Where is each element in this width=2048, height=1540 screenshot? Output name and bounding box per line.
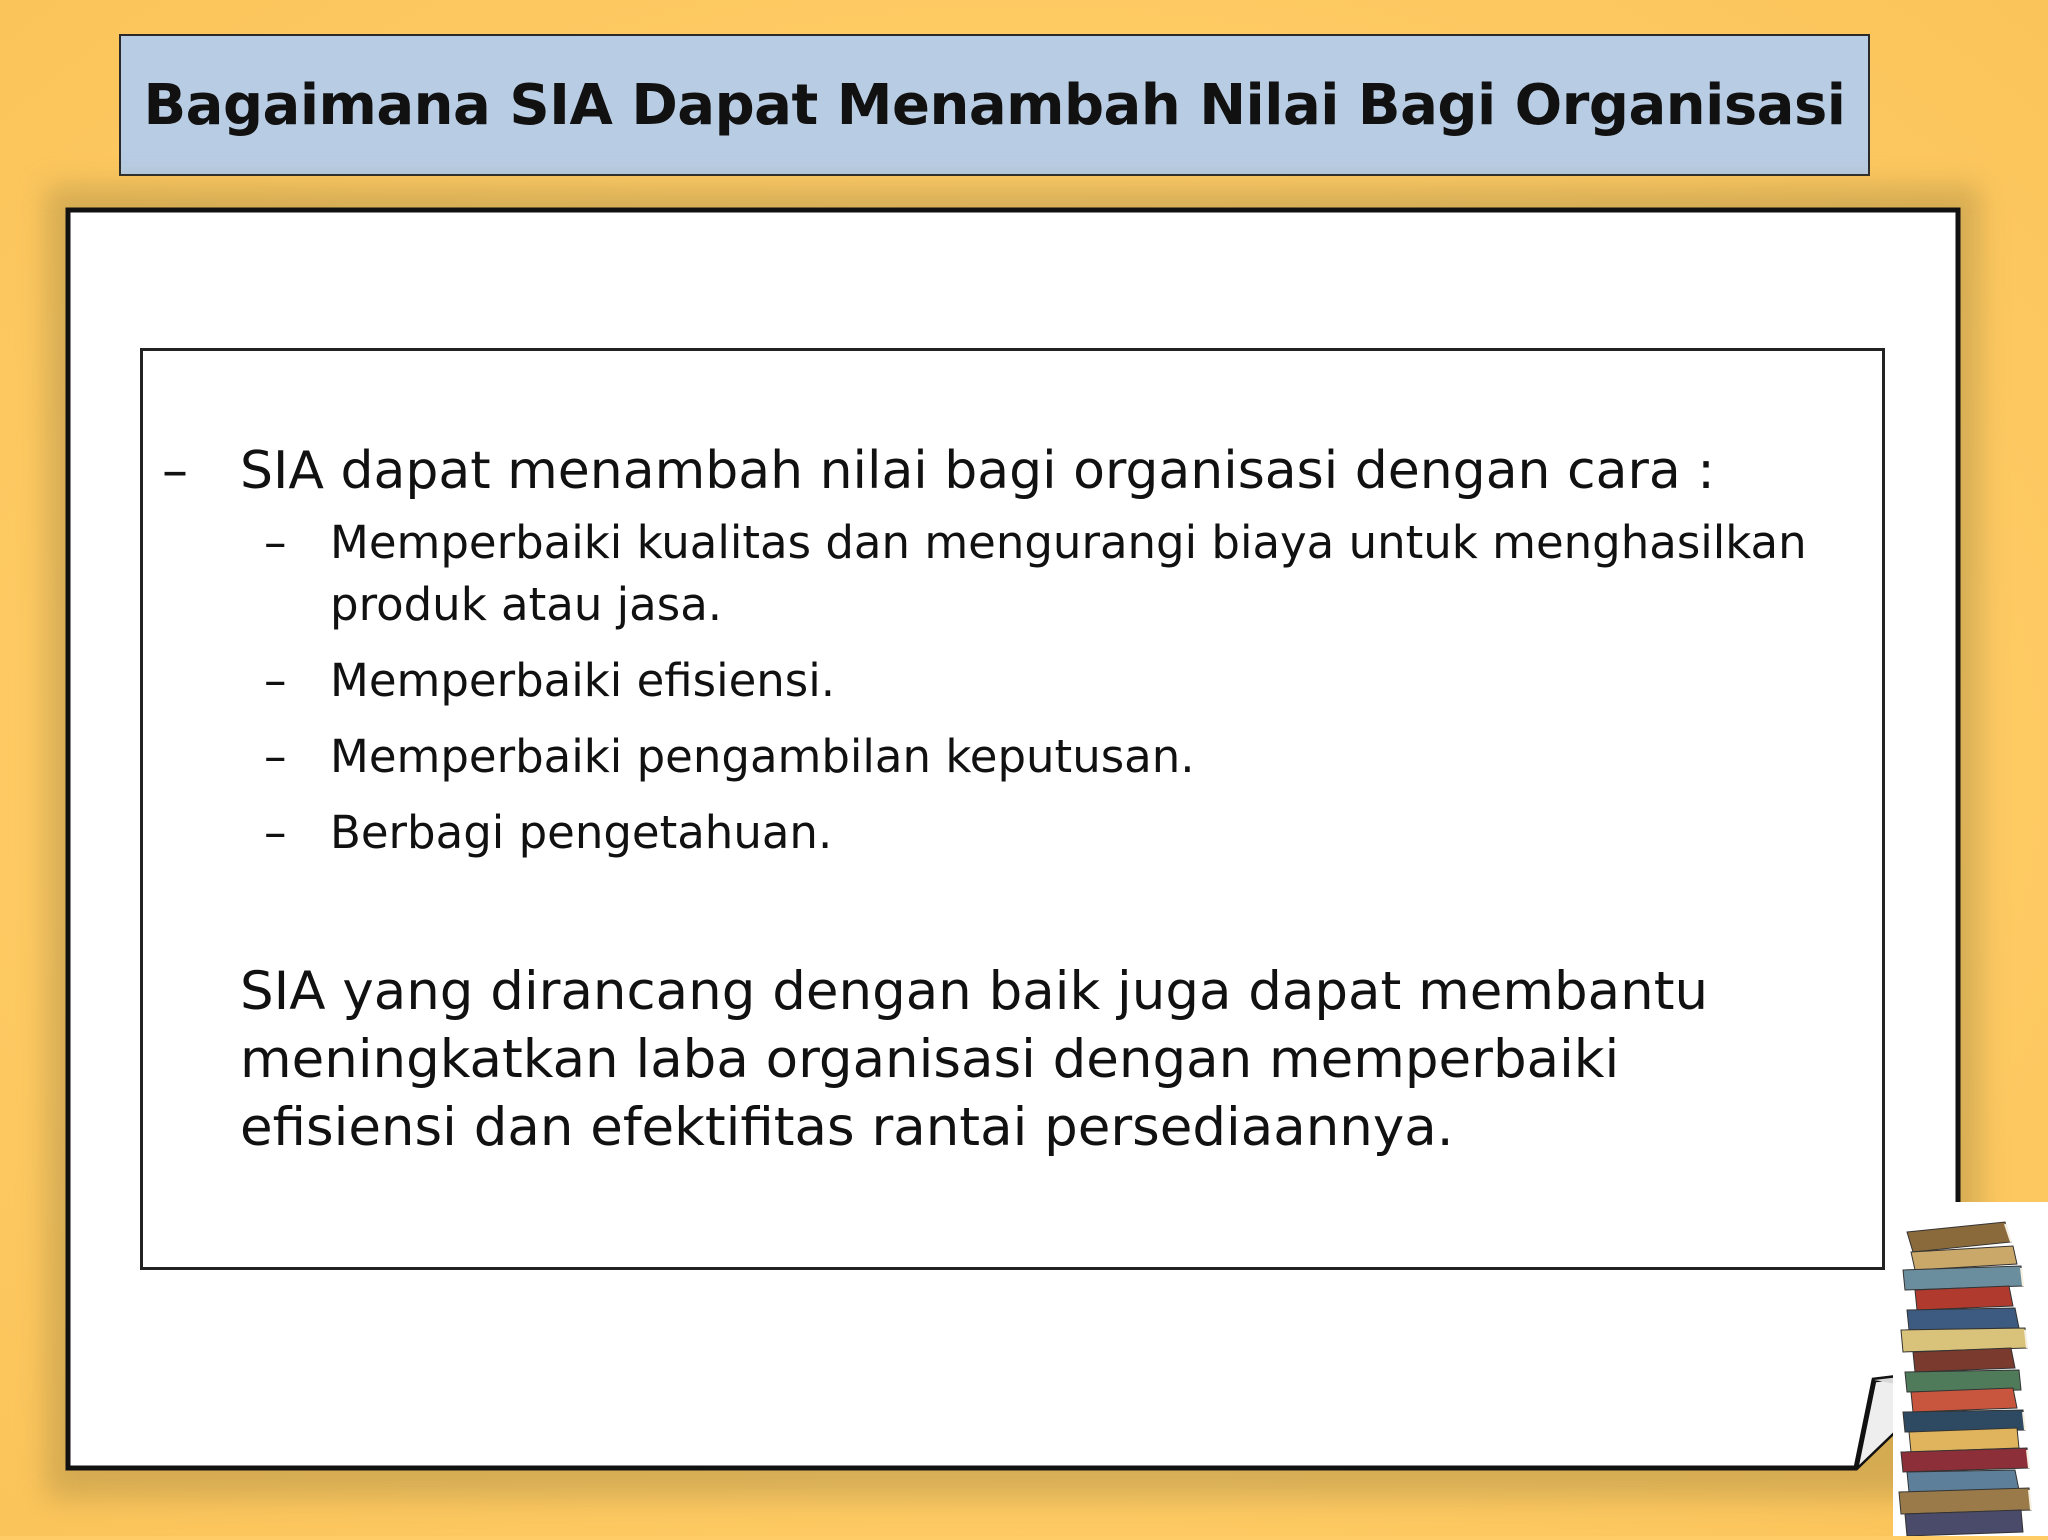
sub-list-text: Berbagi pengetahuan. [330,806,833,859]
slide-title: Bagaimana SIA Dapat Menambah Nilai Bagi Organisasi [143,72,1846,138]
main-list-item [162,438,1862,504]
sub-list-item [264,512,1820,636]
sub-list-item [264,802,1820,864]
sub-bullet: – [264,654,287,707]
sub-bullet: – [264,806,287,859]
main-bullet: – [162,441,188,501]
sub-list-item [264,650,1820,712]
main-list-text: SIA dapat menambah nilai bagi organisasi dengan cara : [240,441,1715,501]
sub-list-text: Memperbaiki efisiensi. [330,654,836,707]
book-stack-drawing [1893,1202,2048,1536]
book-stack-icon [1893,1202,2048,1536]
sub-list-text: Memperbaiki kualitas dan mengurangi biaya untuk menghasilkan produk atau jasa. [330,516,1807,631]
sub-bullet: – [264,730,287,783]
sub-list [162,512,1862,864]
bullet-list [162,438,1862,878]
summary-paragraph: SIA yang dirancang dengan baik juga dapat membantu meningkatkan laba organisasi dengan memperbaiki efisiensi dan efektifitas rantai persediaannya. [240,961,1709,1158]
title-box [119,34,1870,176]
sub-list-text: Memperbaiki pengambilan keputusan. [330,730,1195,783]
sub-bullet: – [264,516,287,569]
sub-list-item [264,726,1820,788]
